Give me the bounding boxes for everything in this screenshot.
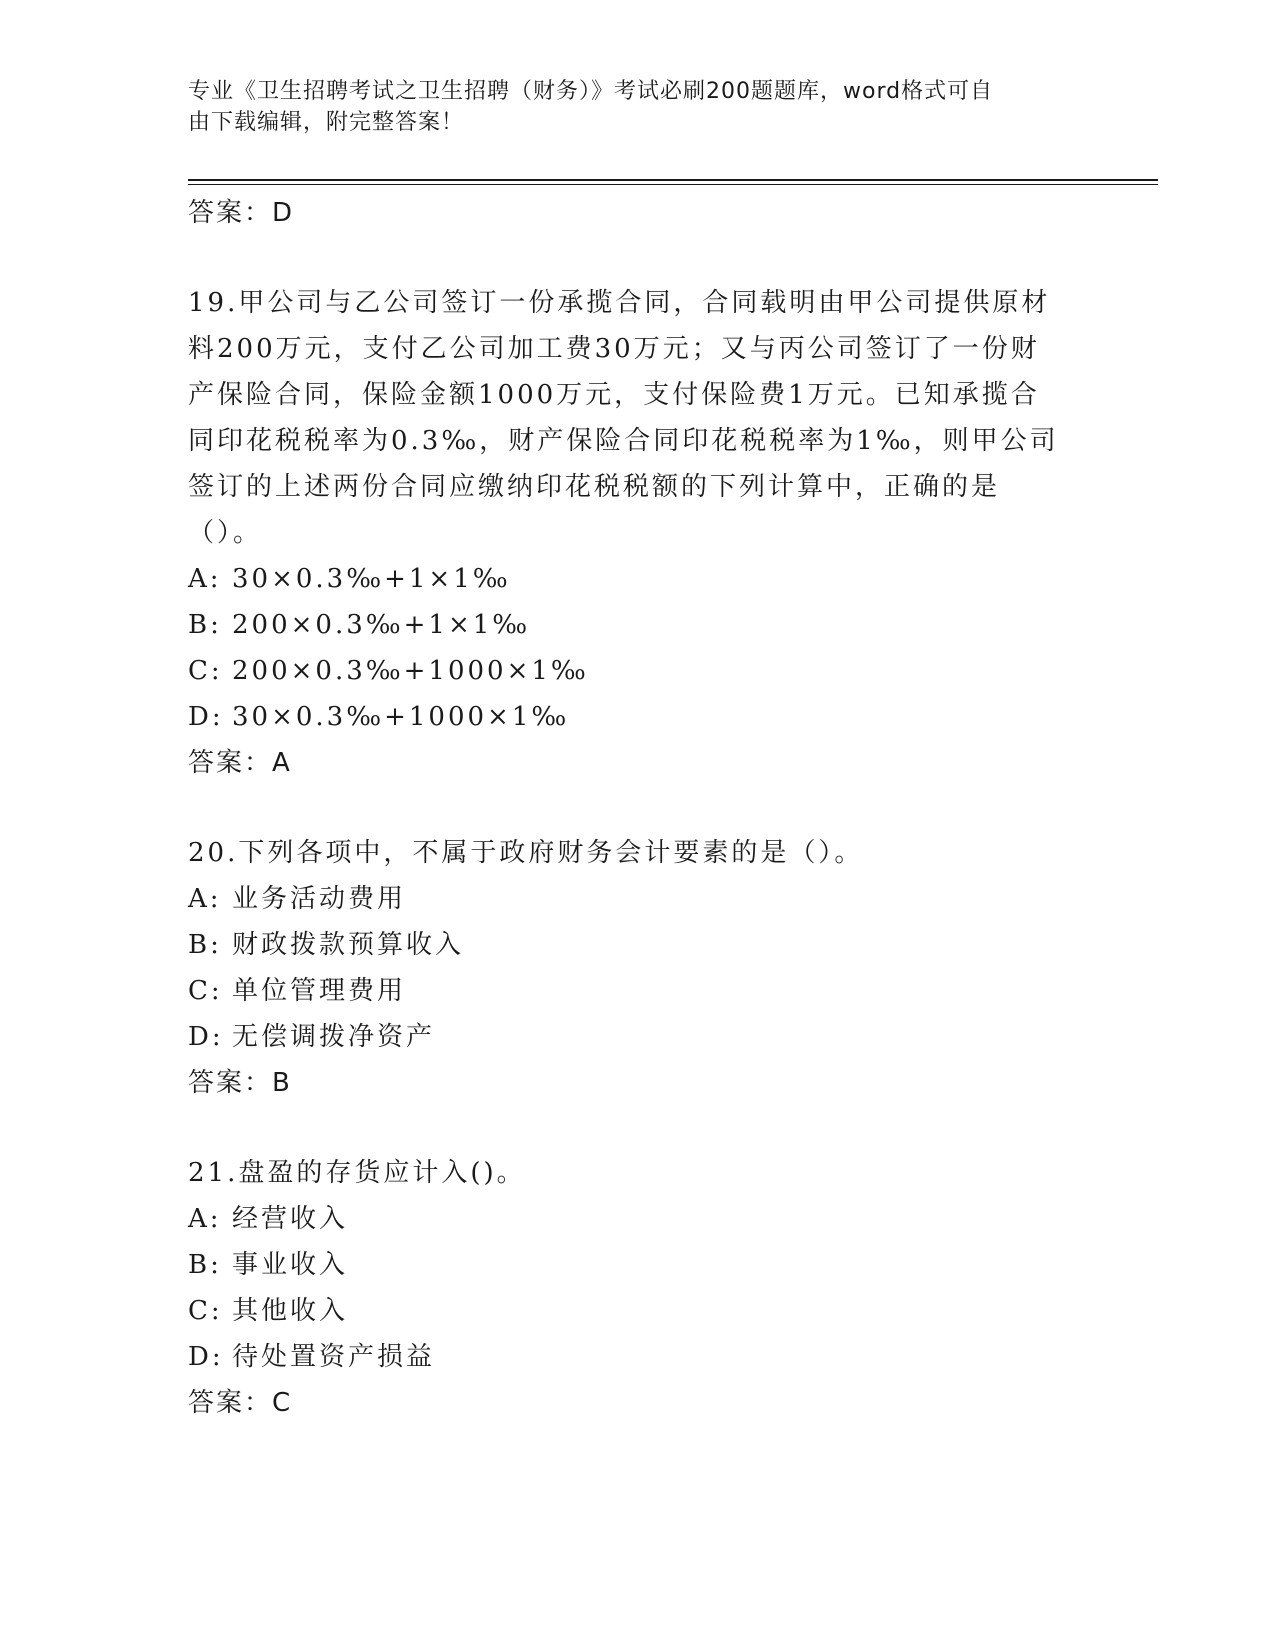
option-b [188, 602, 1088, 648]
option-key: A: [188, 1204, 222, 1234]
option-key: D: [188, 1342, 224, 1372]
previous-answer: 答案：D [188, 198, 295, 228]
option-text: 30×0.3‰+1×1‰ [232, 564, 511, 594]
option-text: 200×0.3‰+1×1‰ [232, 610, 531, 640]
option-key: C: [188, 1296, 223, 1326]
option-key: C: [188, 656, 223, 686]
option-text: 其他收入 [232, 1296, 349, 1326]
option-key: D: [188, 702, 224, 732]
option-c [188, 968, 1088, 1014]
question-19 [188, 280, 1088, 786]
option-text: 经营收入 [232, 1204, 349, 1234]
question-20 [188, 830, 1088, 1106]
document-header [188, 76, 1068, 138]
option-key: D: [188, 1022, 224, 1052]
question-21 [188, 1150, 1088, 1426]
option-b [188, 922, 1088, 968]
option-text: 业务活动费用 [232, 884, 407, 914]
answer-line: 答案：C [188, 1388, 293, 1418]
answer-line: 答案：B [188, 1068, 292, 1098]
question-stem: 21.盘盈的存货应计入()。 [188, 1158, 526, 1188]
option-text: 无偿调拨净资产 [232, 1022, 436, 1052]
option-a [188, 556, 1088, 602]
option-text: 200×0.3‰+1000×1‰ [232, 656, 589, 686]
option-d [188, 1334, 1088, 1380]
option-text: 财政拨款预算收入 [232, 930, 465, 960]
document-body [188, 190, 1088, 1426]
spacer [188, 786, 1088, 830]
option-c [188, 648, 1088, 694]
option-d [188, 1014, 1088, 1060]
option-key: B: [188, 1250, 222, 1280]
option-key: B: [188, 930, 222, 960]
option-b [188, 1242, 1088, 1288]
spacer [188, 236, 1088, 280]
answer-line: 答案：A [188, 748, 292, 778]
option-text: 单位管理费用 [232, 976, 407, 1006]
question-stem: 19.甲公司与乙公司签订一份承揽合同，合同载明由甲公司提供原材料200万元，支付乙公司加工费30万元；又与丙公司签订了一份财产保险合同，保险金额1000万元，支付保险费1万元。已知承揽合同印花税税率为0.3‰，财产保险合同印花税税率为1‰，则甲公司签订的上述两份合同应缴纳印花税税额的下列计算中，正确的是（）。 [188, 288, 1059, 548]
header-rule-thin [188, 184, 1158, 185]
option-text: 事业收入 [232, 1250, 349, 1280]
option-d [188, 694, 1088, 740]
option-c [188, 1288, 1088, 1334]
header-line-2: 由下载编辑，附完整答案！ [188, 110, 465, 135]
option-text: 待处置资产损益 [232, 1342, 436, 1372]
option-a [188, 876, 1088, 922]
header-line-1: 专业《卫生招聘考试之卫生招聘（财务）》考试必刷200题题库，word格式可自 [188, 79, 994, 104]
spacer [188, 1106, 1088, 1150]
option-key: A: [188, 884, 222, 914]
option-a [188, 1196, 1088, 1242]
option-key: A: [188, 564, 222, 594]
option-text: 30×0.3‰+1000×1‰ [232, 702, 570, 732]
header-rule-thick [188, 179, 1158, 181]
option-key: C: [188, 976, 223, 1006]
option-key: B: [188, 610, 222, 640]
question-stem: 20.下列各项中，不属于政府财务会计要素的是（）。 [188, 838, 864, 868]
